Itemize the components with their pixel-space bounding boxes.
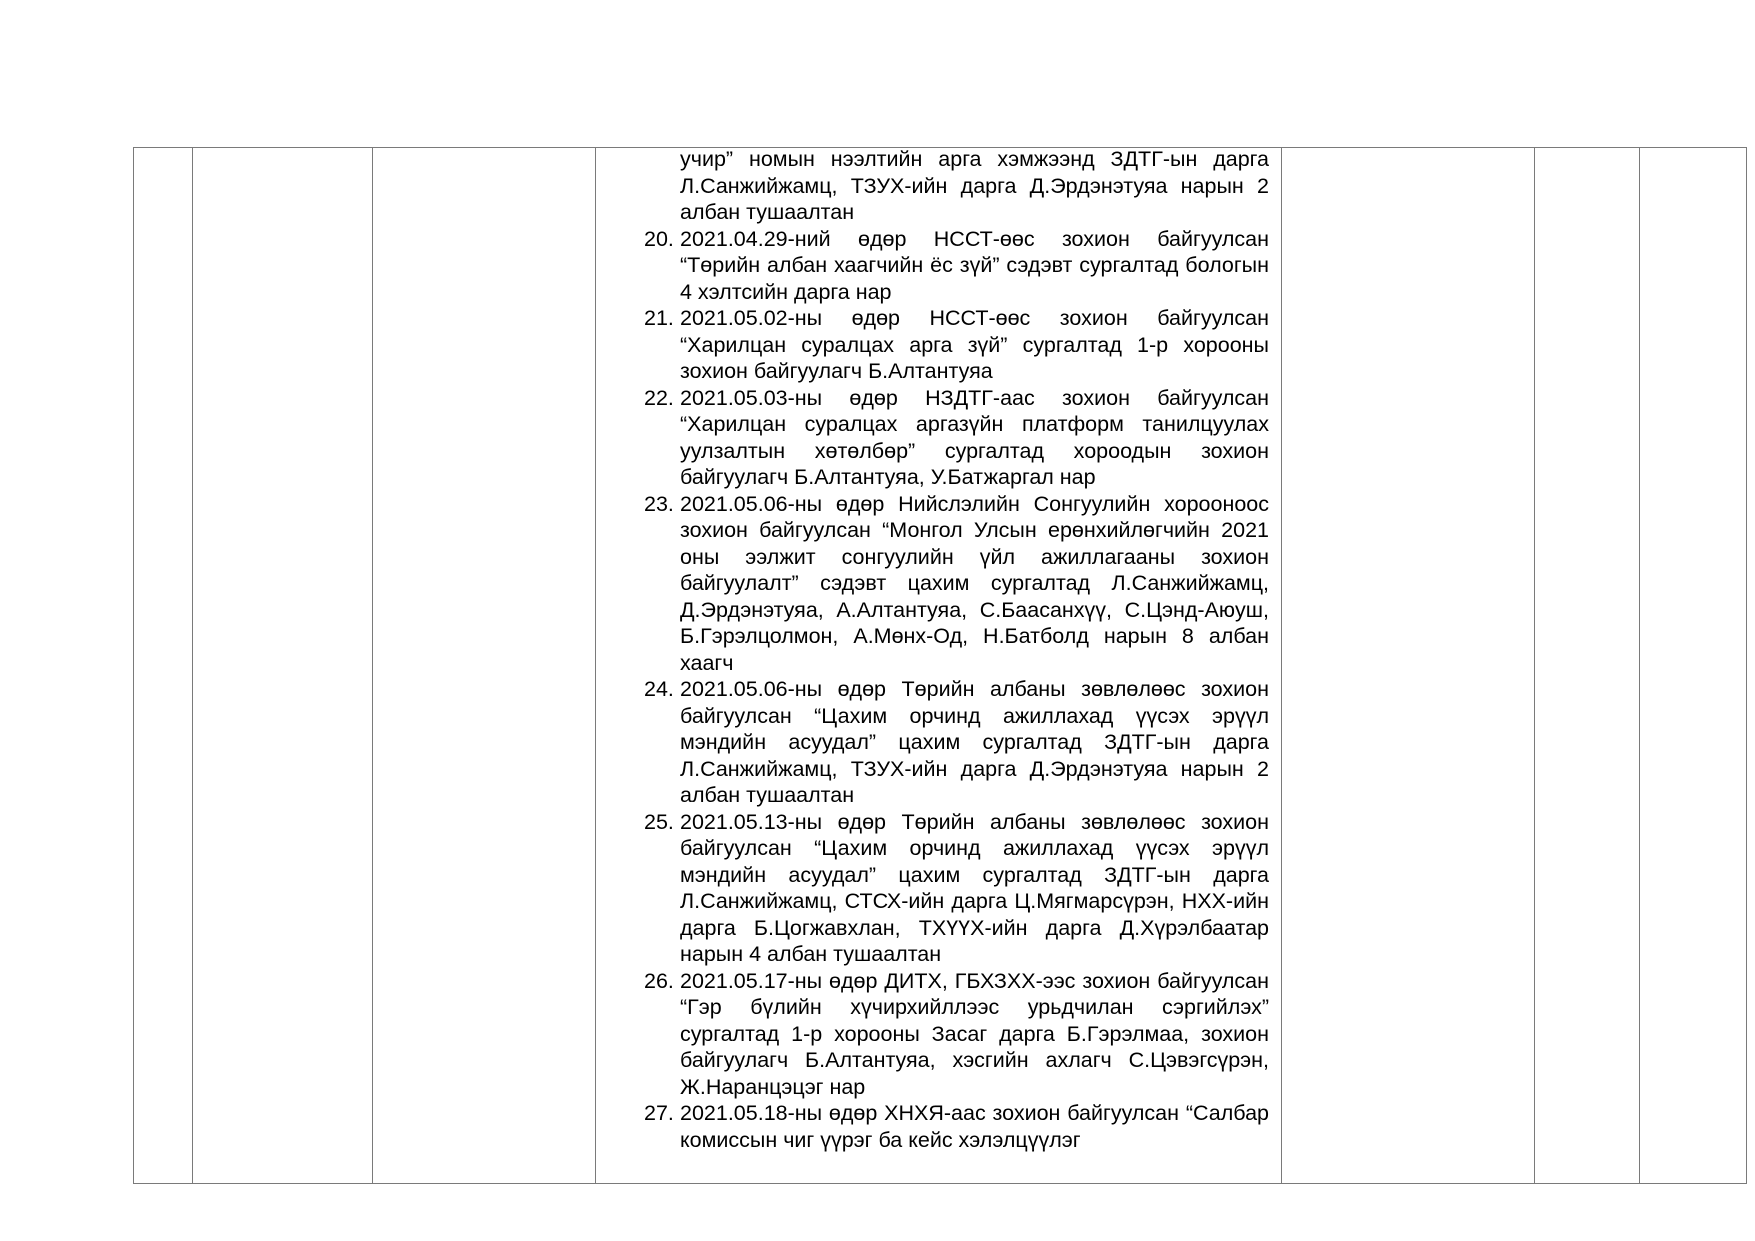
list-item-text: 2021.05.17-ны өдөр ДИТХ, ГБХЗХХ-ээс зохион байгуулсан “Гэр бүлийн хүчирхийллээс урьдчилан сэргийлэх” сургалтад 1-р хорооны Засаг дарга Б.Гэрэлмаа, зохион байгуулагч Б.Алтантуяа, хэсгийн ахлагч С.Цэвэгсүрэн, Ж.Наранцэцэг нар	[680, 968, 1269, 1099]
table-cell-empty	[1640, 148, 1747, 1184]
list-item-number: 21.	[644, 306, 674, 330]
table-row	[134, 148, 1747, 1184]
list-item	[596, 676, 1269, 809]
list-item-text: учир” номын нээлтийн арга хэмжээнд ЗДТГ-ын дарга Л.Санжийжамц, ТЗУХ-ийн дарга Д.Эрдэнэтуяа нарын 2 албан тушаалтан	[680, 147, 1269, 224]
list-item	[596, 385, 1269, 491]
table-cell-empty	[1535, 148, 1640, 1184]
list-item-text: 2021.05.02-ны өдөр НССТ-өөс зохион байгуулсан “Харилцан суралцах арга зүй” сургалтад 1-р хорооны зохион байгуулагч Б.Алтантуяа	[680, 306, 1269, 383]
list-item	[596, 968, 1269, 1101]
list-item-text: 2021.05.13-ны өдөр Төрийн албаны зөвлөлөөс зохион байгуулсан “Цахим орчинд ажиллахад үүсэх эрүүл мэндийн асуудал” цахим сургалтад ЗДТГ-ын дарга Л.Санжийжамц, СТСХ-ийн дарга Ц.Мягмарсүрэн, НХХ-ийн дарга Б.Цогжавхлан, ТХҮҮХ-ийн дарга Д.Хүрэлбаатар нарын 4 албан тушаалтан	[680, 809, 1269, 966]
table-cell-number	[134, 148, 193, 1184]
list-item-text: 2021.05.18-ны өдөр ХНХЯ-аас зохион байгуулсан “Салбар комиссын чиг үүрэг ба кейс хэлэлцүүлэг	[680, 1101, 1269, 1152]
list-item-text: 2021.05.03-ны өдөр НЗДТГ-аас зохион байгуулсан “Харилцан суралцах аргазүйн платформ танилцуулах уулзалтын хөтөлбөр” сургалтад хороодын зохион байгуулагч Б.Алтантуяа, У.Батжаргал нар	[680, 385, 1269, 489]
report-table	[133, 147, 1747, 1184]
list-item	[596, 305, 1269, 385]
training-list	[596, 146, 1281, 1153]
list-item-number: 27.	[644, 1101, 674, 1125]
table-cell-empty	[373, 148, 596, 1184]
list-item-text: 2021.04.29-ний өдөр НССТ-өөс зохион байгуулсан “Төрийн албан хаагчийн ёс зүй” сэдэвт сургалтад бологын 4 хэлтсийн дарга нар	[680, 226, 1269, 304]
list-item-number: 23.	[644, 491, 674, 516]
list-item	[596, 491, 1269, 677]
list-item-number: 24.	[644, 677, 674, 701]
table-cell-content	[596, 148, 1282, 1184]
list-item-text: 2021.05.06-ны өдөр Нийслэлийн Сонгуулийн хорооноос зохион байгуулсан “Монгол Улсын ерөнхийлөгчийн 2021 оны ээлжит сонгуулийн үйл ажиллагааны зохион байгуулалт” сэдэвт цахим сургалтад Л.Санжийжамц, Д.Эрдэнэтуяа, А.Алтантуяа, С.Баасанхүү, С.Цэнд-Аюуш, Б.Гэрэлцолмон, А.Мөнх-Од, Н.Батболд нарын 8 албан хаагч	[680, 491, 1269, 675]
list-item-text: 2021.05.06-ны өдөр Төрийн албаны зөвлөлөөс зохион байгуулсан “Цахим орчинд ажиллахад үүсэх эрүүл мэндийн асуудал” цахим сургалтад ЗДТГ-ын дарга Л.Санжийжамц, ТЗУХ-ийн дарга Д.Эрдэнэтуяа нарын 2 албан тушаалтан	[680, 677, 1269, 807]
list-item	[596, 1100, 1269, 1153]
list-item-number: 25.	[644, 809, 674, 834]
list-item-number: 26.	[644, 968, 674, 993]
list-item-number: 22.	[644, 385, 674, 410]
table-cell-empty	[193, 148, 373, 1184]
table-cell-empty	[1282, 148, 1535, 1184]
list-item	[596, 226, 1269, 306]
list-item	[596, 146, 1269, 226]
list-item	[596, 809, 1269, 968]
list-item-number: 20.	[644, 226, 674, 251]
